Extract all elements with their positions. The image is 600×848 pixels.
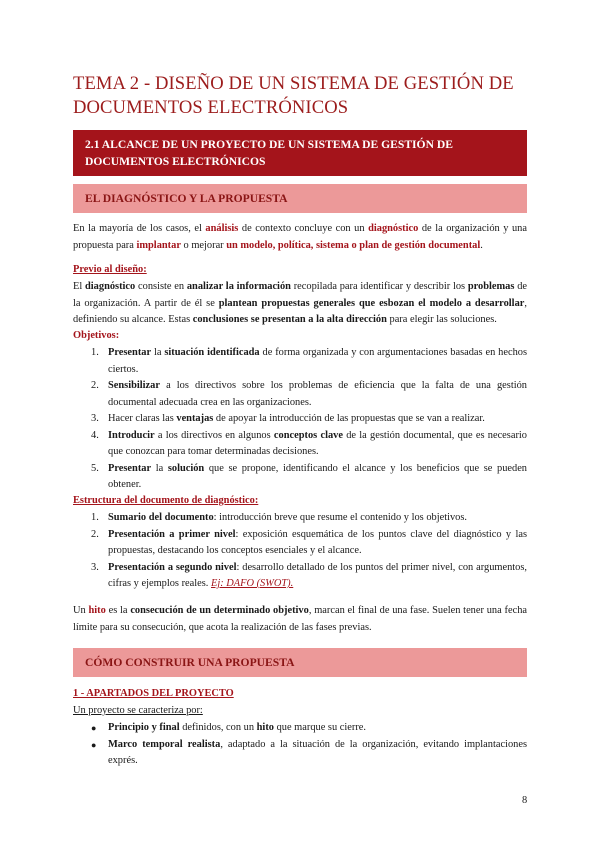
previo-heading: Previo al diseño: — [73, 264, 147, 275]
list-item: 5. Presentar la solución que se propone, identificando el alcance y los beneficios que se pueden obtener. — [91, 462, 527, 490]
page-title: TEMA 2 - DISEÑO DE UN SISTEMA DE GESTIÓN DE DOCUMENTOS ELECTRÓNICOS — [73, 73, 514, 118]
apartados-list — [73, 720, 527, 770]
caracteriza-line: Un proyecto se caracteriza por: — [73, 705, 203, 716]
list-item: ● Principio y final definidos, con un hito que marque su cierre. — [73, 720, 527, 737]
list-item: ● Marco temporal realista, adaptado a la situación de la organización, evitando implantaciones exprés. — [91, 738, 527, 766]
bullet-icon: ● — [91, 723, 97, 733]
list-item: 2. Presentación a primer nivel: exposición esquemática de los puntos clave del diagnóstico y las propuestas, destacando los conceptos esenciales y el alcance. — [91, 528, 527, 556]
bullet-icon: ● — [91, 739, 97, 750]
list-item: 4. Introducir a los directivos en algunos conceptos clave de la gestión documental, que es necesario que conozcan para tomar determinadas decisiones. — [91, 429, 527, 457]
page-number: 8 — [522, 795, 528, 806]
banner-diagnostico: EL DIAGNÓSTICO Y LA PROPUESTA — [73, 184, 527, 213]
intro-paragraph: En la mayoría de los casos, el análisis de contexto concluye con un diagnóstico de la organización y una propuesta para implantar o mejorar un modelo, política, sistema o plan de gestión documental. — [73, 223, 527, 251]
previo-paragraph: El diagnóstico consiste en analizar la información recopilada para identificar y describir los problemas de la organización. A partir de él se plantean propuestas generales que esbozan el modelo a desarrollar, definiendo su alcance. Estas conclusiones se presentan a la alta dirección para elegir las soluciones. — [73, 281, 528, 325]
banner-propuesta: CÓMO CONSTRUIR UNA PROPUESTA — [73, 648, 527, 677]
objetivos-list — [73, 345, 527, 494]
estructura-heading: Estructura del documento de diagnóstico: — [73, 495, 259, 506]
list-item: 3. Hacer claras las ventajas de apoyar la introducción de las propuestas que se van a realizar. — [91, 413, 485, 424]
objetivos-heading: Objetivos: — [73, 330, 120, 341]
hito-paragraph: Un hito es la consecución de un determinado objetivo, marcan el final de una fase. Suelen tener una fecha límite para su consecución, que acota la realización de las fases previas. — [73, 605, 527, 633]
section-banner: 2.1 ALCANCE DE UN PROYECTO DE UN SISTEMA DE GESTIÓN DE DOCUMENTOS ELECTRÓNICOS — [73, 130, 527, 176]
apartados-heading: 1 - APARTADOS DEL PROYECTO — [73, 688, 234, 699]
list-item: 1. Presentar la situación identificada de forma organizada y con argumentaciones basadas en hechos ciertos. — [91, 347, 528, 375]
estructura-list — [73, 510, 527, 593]
list-item: 3. Presentación a segundo nivel: desarrollo detallado de los puntos del primer nivel, con argumentos, cifras y ejemplos reales. Ej: DAFO (SWOT). — [91, 561, 527, 589]
list-item: 1. Sumario del documento: introducción breve que resume el contenido y los objetivos. — [91, 512, 468, 523]
list-item: 2. Sensibilizar a los directivos sobre los problemas de eficiencia que la falta de una gestión documental adecuada crea en las organizaciones. — [91, 380, 527, 408]
